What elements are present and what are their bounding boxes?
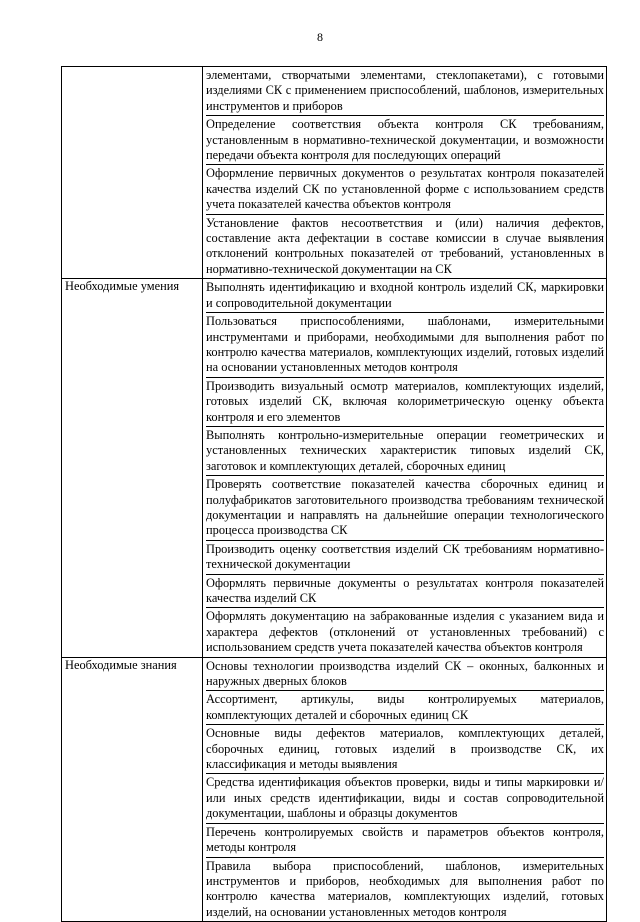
table-row: [62, 67, 607, 279]
list-item: Основные виды дефектов материалов, комплектующих деталей, сборочных единиц, готовых изделий в производстве СК, их классификация и методы выявления: [206, 725, 604, 774]
list-item: Ассортимент, артикулы, виды контролируемых материалов, комплектующих деталей и сборочных единиц СК: [206, 691, 604, 725]
list-item: Проверять соответствие показателей качества сборочных единиц и полуфабрикатов заготовительного производства требованиям технической документации и направлять на дальнейшие операции технологического процесса производства СК: [206, 476, 604, 541]
page-number: 8: [317, 30, 323, 44]
section-items: [203, 657, 607, 922]
table-row: [62, 657, 607, 922]
section-label: [62, 67, 203, 279]
requirements-table: [61, 66, 607, 922]
list-item: Выполнять идентификацию и входной контроль изделий СК, маркировки и сопроводительной документации: [206, 279, 604, 313]
list-item: Определение соответствия объекта контроля СК требованиям, установленным в нормативно-технической документации, и возможности передачи объекта контроля для последующих операций: [206, 116, 604, 165]
list-item: Средства идентификация объектов проверки, виды и типы маркировки и/или иных средств идентификации, виды и состав сопроводительной документации, шаблоны и образцы документов: [206, 774, 604, 823]
list-item: Правила выбора приспособлений, шаблонов, измерительных инструментов и приборов, необходимых для выполнения работ по контролю качества материалов, комплектующих изделий, готовых изделий, на основании установленных методов контроля: [206, 858, 604, 919]
list-item: Основы технологии производства изделий СК – оконных, балконных и наружных дверных блоков: [206, 658, 604, 692]
list-item: Установление фактов несоответствия и (или) наличия дефектов, составление акта дефектации в составе комиссии в случае выявления отклонений контрольных показателей от требований, установленных в нормативно-технической документации на СК: [206, 215, 604, 276]
section-label: Необходимые умения: [62, 279, 203, 657]
list-item: Производить оценку соответствия изделий СК требованиям нормативно-технической документации: [206, 541, 604, 575]
table-row: [62, 279, 607, 657]
list-item: Выполнять контрольно-измерительные операции геометрических и установленных технических характеристик типовых изделий СК, заготовок и комплектующих деталей, сборочных единиц: [206, 427, 604, 476]
list-item: Перечень контролируемых свойств и параметров объектов контроля, методы контроля: [206, 824, 604, 858]
section-items: [203, 279, 607, 657]
list-item: Производить визуальный осмотр материалов, комплектующих изделий, готовых изделий СК, включая колориметрическую оценку объекта контроля и его элементов: [206, 378, 604, 427]
section-items: [203, 67, 607, 279]
section-label: Необходимые знания: [62, 657, 203, 922]
list-item: Оформлять документацию на забракованные изделия с указанием вида и характера дефектов (отклонений от установленных требований) с использованием средств учета показателей качества объектов контроля: [206, 609, 604, 655]
list-item: элементами, створчатыми элементами, стеклопакетами), с готовыми изделиями СК с применением приспособлений, шаблонов, измерительных инструментов и приборов: [206, 67, 604, 116]
list-item: Оформление первичных документов о результатах контроля показателей качества изделий СК по установленной форме с использованием средств учета показателей качества объектов контроля: [206, 165, 604, 214]
list-item: Оформлять первичные документы о результатах контроля показателей качества изделий СК: [206, 575, 604, 609]
list-item: Пользоваться приспособлениями, шаблонами, измерительными инструментами и приборами, необходимыми для выполнения работ по контролю качества материалов, комплектующих изделий, готовых изделий на основании установленных методов контроля: [206, 313, 604, 378]
